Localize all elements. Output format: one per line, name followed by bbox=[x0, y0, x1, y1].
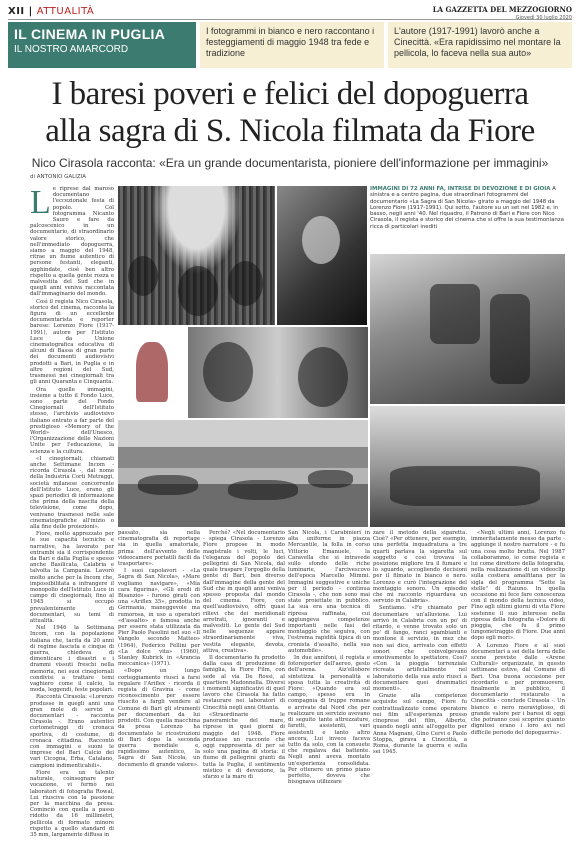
woman-portrait-photo bbox=[277, 186, 367, 325]
paragraph: I suoi capolavori - «La Sagra di San Nicola», «Mare vogliamo navigare», «Mia cara figurina», «Gli eredi di Bisanzio» - furono girati con una «Ariflex 35», prodotta in Germania, maneggevole ma rumorosa, in uso a operatori «d'assalto» e famosa anche per essere stata utilizzata da Pier Paolo Pasolini nel suo «Il Vangelo secondo Matteo» (1964), Federico Fellini per «La dolce vita» (1960), Stanley Kubrick in «Arancia meccanica» (1971). bbox=[118, 568, 200, 668]
text-column-7 bbox=[471, 530, 565, 822]
kicker-main: IL CINEMA IN PUGLIA bbox=[14, 26, 166, 42]
paragraph: Perché? «Nel documentario - spiega Cirasola - Lorenzo Fiore propose in modo magistrale i volti, le luci, l'eleganza del popolo dei pellegrini di San Nicola, dal quale traspare l'orgoglio della gente di Bari, ben diverso dall'immagine della gente del Sud che in quegli anni veniva spesso proposta dal mondo del cinema. Fiore, con quell'audiovisivo, offrì quasi rilievi che dei meridionali arretrati, ignoranti e malvestiti. Lo gente del Sud nelle sequenze appare straordinariamente viva, vestita elegante, devota, attiva, creativa». bbox=[203, 530, 285, 654]
paragraph: «Straordinarie le panoramiche del mare, riprese in quei giorni di maggio del 1948. Fiore produsse un racconto che oggi rappresenta di per sé solo una pagina di storia: il fiume di pellegrini giunti da tutta la Puglia, il sentimento mistico e di devozione, la sfarzo e la mare di bbox=[203, 711, 285, 780]
paragraph: Raccontà Cirasola: «Lorenzo produsse in quegli anni una gran mole di servizi e documentari - racconta Cirasola -. Erano autentici cortometraggi di cronaca sportiva, di costume, di cronaca cittadina. Raccontò con immagini e suoni le imprese del Bari Calcio dei vari Cicogna, Erba, Catalano, campioni indimenticabili». bbox=[30, 694, 114, 769]
paragraph: Sentiamo. «Fu chiamato per documentare un'alluvione. Lui arrivò in Calabria con un po' di ritardo, e venne trovato solo un po' di fango, ranci sgambianti e montone il servizio, in mez che non sai dice, arrivato con effetti sonori che coinvolgevano emotivamente lo spettatore. Così? «Con la pioggia torrenziale ricreata artificialmente nel laboratorio della sua auto riuscì a documentare quei drammatici momenti». bbox=[373, 605, 467, 693]
caption-body: A sinistra e a centro pagina, due straordinari fotogrammi del documentario «La Sagra di San Nicola» girato a maggio del 1948 da Lorenzo Fiore (1917-1991). Qui sotto, l'autore su un set nel 1982 e, in basso, negli anni '40. Nel riquadro, il Patrono di Bari e Fiore con Nico Cirasola, il regista e storico del cinema che si offre la sua testimonianza ricca di particolari inediti bbox=[370, 186, 564, 230]
street-crowd-photo bbox=[370, 406, 565, 527]
harbor-boats-photo bbox=[118, 420, 368, 527]
section-name: ATTUALITÀ bbox=[36, 6, 95, 17]
article-subhead: Nico Cirasola racconta: «Era un grande documentarista, pioniere dell'informazione per immagini» bbox=[31, 156, 549, 170]
kicker-sub: IL NOSTRO AMARCORD bbox=[14, 44, 129, 55]
paragraph: «Dopo un lungo corteggiamento riuscì a farsi regalare l'Ariflex - ricorda il regista di Gravina - come riconoscimento per essere riuscito a fargli vendere al Comune di Bari gli strumenti per documentari da lui prodotti. Con quella macchina da presa Lorenzo ha documentato le ricostruzioni di Bari dopo la seconda guerra mondiale e, rapidissimo autentico, la Sagra di San Nicola, un documento di grande valore». bbox=[118, 668, 200, 768]
topic-banner bbox=[8, 22, 572, 68]
article-byline: di ANTONIO GALIZIA bbox=[30, 174, 87, 180]
paragraph: Fiore era un talento naturale, coinsegnare per vocazione, vi fermò nei laboratori di fotografia Rowal, Lui riusciva con la passione per la macchina da presa. Cominciò con quella a passo ridotto da 16 millimetri, pellicola di formato minore rispetto a quello standard di 35 mm, largamente diffusa in bbox=[30, 769, 114, 838]
crowd-procession-photo bbox=[118, 186, 275, 325]
paragraph: Nel 1946 la Settimana Incom, con la popolazione italiana che, tacita da 20 anni di regime fascista e cinque di guerra, chiedeva di dimenticare i disastri e i drammi vissuti freschi nella memoria, nei suoi cinegiornali condivisi a trattare temi vaghiero come il calcio, la moda, leggendi, feste popolari. bbox=[30, 625, 114, 694]
page-header bbox=[8, 6, 572, 20]
photo-caption bbox=[370, 186, 565, 252]
headline-line-2: alla sagra di S. Nicola filmata da Fiore bbox=[45, 113, 535, 149]
headline-line-1: I baresi poveri e felici del dopoguerra bbox=[51, 76, 529, 112]
paragraph: Grazie alla competenze acquisite sul campo, Fiore fu contrattualizzato come operatore nei film all'esperienza presso cineprese del film, Alberto, quando negli anni all'oggetto per Anna Magnani, Gino Cervi e Paolo Stoppa, girava a Cinecittà, a Roma, durante la guerra e sulla sei 1945. bbox=[373, 693, 467, 756]
paragraph: Ora quelle immagini, insieme a tutto il Fondo Luce, sono parte del Fondo Cinegiornali dell'Istituto stesso, l'archivio audiovisivo italiano entrato a far parte del prestigioso «Memory of the World» dell'Unesco, l'Organizzazione delle Nazioni Unite per l'educazione, la scienza e la cultura. bbox=[30, 386, 114, 455]
paragraph: San Nicola, i Carabinieri in alta uniforme in piazza Mercantile, la folla in corso Vittorio Emanuele, la Caravella che si intravede sullo sfondo delle riche luminarie, l'arcivescovo dell'epoca Marcello Mimmi. Immagini suggestive e uniche per il periodo - continua Cirasola -, che non sono mai state proiettate in pubblico. La sua era una tecnica di ripresa raffinata, cui aggiungeva competenze importanti nelle fasi del montaggio che seguiva, con l'estrema rapidità tipica di un cronista d'assalto, nella sua automobile». bbox=[288, 530, 370, 654]
paragraph: «I cinegiornali, chiamati anche Settimane Incom - ricorda Cirasola -, dal nome della Industria Corti Metraggi, società milanese concorrente dell'Istituto Luce, erano gli spazi periodici di informazione che prima della nascita della televisione, come dopo, venivano trasmessi nelle sale cinematografiche all'inizio o alla fine delle proiezioni». bbox=[30, 455, 114, 530]
teaser-right: L'autore (1917-1991) lavorò anche a Cinecittà. «Era rapidissimo nel montare la pellicola, lo faceva nella sua auto» bbox=[388, 22, 572, 68]
saint-nicholas-statue-photo bbox=[118, 327, 186, 418]
issue-date: Giovedì 30 luglio 2020 bbox=[515, 15, 572, 21]
text-column-4 bbox=[203, 530, 285, 822]
masthead bbox=[433, 5, 572, 21]
paragraph: e riprese dal maroso documentano l'eccezionale festa di popolo. Col fotogramma Nicanto Sauro e fare da palcoscenico in un documentario, di straordinario valore storico, che nell'immediato dopoguerra, siamo a maggio del 1948, ritrae un fiume autentico di persone festanti, eleganti, agghindate, cioè ben altro rispetto a quella gente rozza e malvestita del Sud che in quegli anni veniva raccontata dall'immaginario del mondo. bbox=[30, 186, 114, 298]
text-column-3 bbox=[118, 530, 200, 822]
page-number: XII | ATTUALITÀ bbox=[8, 6, 95, 17]
paragraph: Così il regista Nico Cirasola, storico del cinema, racconta la figura di un eccellente documentarista e reporter barese: Lorenzo Fiore (1917-1991), autore per l'Istituto Luce da Unione cinematografica educativa di alcuni di Bassa di gran parte dei documenti audiovisivi prodotti a Bari, in Puglia e in altre regioni del Sud, trasmessi nei cinegiornali tra gli anni Quaranta e Cinquanta. bbox=[30, 298, 114, 386]
paragraph: A Lorenzo Fiore e al suoi documentari a sei della terra delle scene previste dalle «Arene Culturali» organizzate, in questo settimane estive, dal Comune di Bari. Una buona occasione per ricordarlo e per promuovere, finalmente in pubblico, il documentario restaurato a Cinecittà - conclude Cirasola -. Un bianco e nero meraviglioso, di grande valore per i baresi di oggi che potranno così scoprire quanto dignitosi erano i loro avi nel difficile periodo del dopoguerra». bbox=[471, 642, 565, 736]
page-number-value: XII bbox=[8, 6, 25, 17]
kicker-box bbox=[8, 22, 196, 68]
article-headline bbox=[8, 76, 572, 150]
text-column-5 bbox=[288, 530, 370, 822]
portraits-photo bbox=[188, 327, 368, 418]
paragraph: In due annifoni, il regista e fotoreporter dell'aereo, gesto dell'arena. Aiz'ellobore sintetizza la personalità e sposa tutta la creatività di Fiore: «Quando era sul campo, spesso era in compagnia di truppe romane e arrivate dal Nord che per realizzare un servizio avevano di seguito tante attrezzature, faretti, assistenti, vari assistenti e tanto altro ancora, Lui invece faceva tutto da solo, con la consuete che regalava dai battente. Negli anni aveva montato un'esperienza consolidata. Per ottenere un primo piano perfetto, doveva che bisognava utilizzare bbox=[288, 655, 370, 786]
paragraph: Fiore, molto apprezzato per le sue capacità tecniche e narrative, ha lavorato per entrambi sia il corrispondente da Bari e dalla Puglia e spesso anche Basilicata, Calabria e talvolta la Campania. Lavorò molto anche per la Incom che, impossibilitata a infrangere il monopolio dell'Istituto Luce in campo di cinegiornali, fino al 1945 si occupò prevalentemente di documentari, su temi di attualità. bbox=[30, 531, 114, 625]
teaser-left: I fotogrammi in bianco e nero raccontano i festeggiamenti di maggio 1948 tra fede e tradizione bbox=[200, 22, 384, 68]
drop-cap: L bbox=[30, 184, 51, 221]
text-column-1 bbox=[30, 184, 114, 838]
film-set-photo bbox=[370, 254, 565, 404]
paragraph: Il documentario fu prodotto dalla casa di produzione di famiglia, la Fiore Film, con sede al via De Rossi, al quartiere Madonnella. Diversi i momenti significativi di quel lavoro che Cirasola ha fatto restaurare nei laboratori di Cinecittà negli anni Ottanta. bbox=[203, 655, 285, 711]
text-column-6 bbox=[373, 530, 467, 822]
paragraph: passato, sia nella cinematografia di reportage sia in quella amatoriale, prima dell'avvento delle videocamere portatili facili da trasportare». bbox=[118, 530, 200, 568]
paragraph: zare il metodo della sigaretta. Cioè? «Per ottenere, per esempio, una perfetta inquadratura a tre quarti parlava la sigaretta sul soggetto e così trovava la posizione migliore tra il fumare e lo sguardo, accogliendo decisioni per il filmato in bianco e nero. Lorenzo e curò l'integrazione del montaggio sonoro. Un episodio che mi racconto riguardava un servizio in Calabria». bbox=[373, 530, 467, 605]
masthead-title: LA GAZZETTA DEL MEZZOGIORNO bbox=[432, 5, 572, 14]
paragraph: «Negli ultimi anni, Lorenzo fu immeritatamente messo da parte - aggiunge il nostro narratore - e fu una cosa molto brutta. Nel 1987 collaborammo, io come regista e lui come direttore della fotografia, nella realizzazione di un videoclip sulla costiera amalfitana per la sigla del programma "Sette la stelle" di Raiuno. In quella occasione mi fece fare conoscenza con il mondo della tecnica video, Fino agli ultimi giorni di vita Fiore sostenne il suo interesse nella ripresa della fotografia «Dolore di pioggia, che fu il primo lungometraggio di Fiore. Due anni dopo egli morì». bbox=[471, 530, 565, 642]
caption-lead: IMMAGINI DI 72 ANNI FA, INTRISE DI DEVOZIONE E DI GIOIA bbox=[370, 186, 551, 192]
